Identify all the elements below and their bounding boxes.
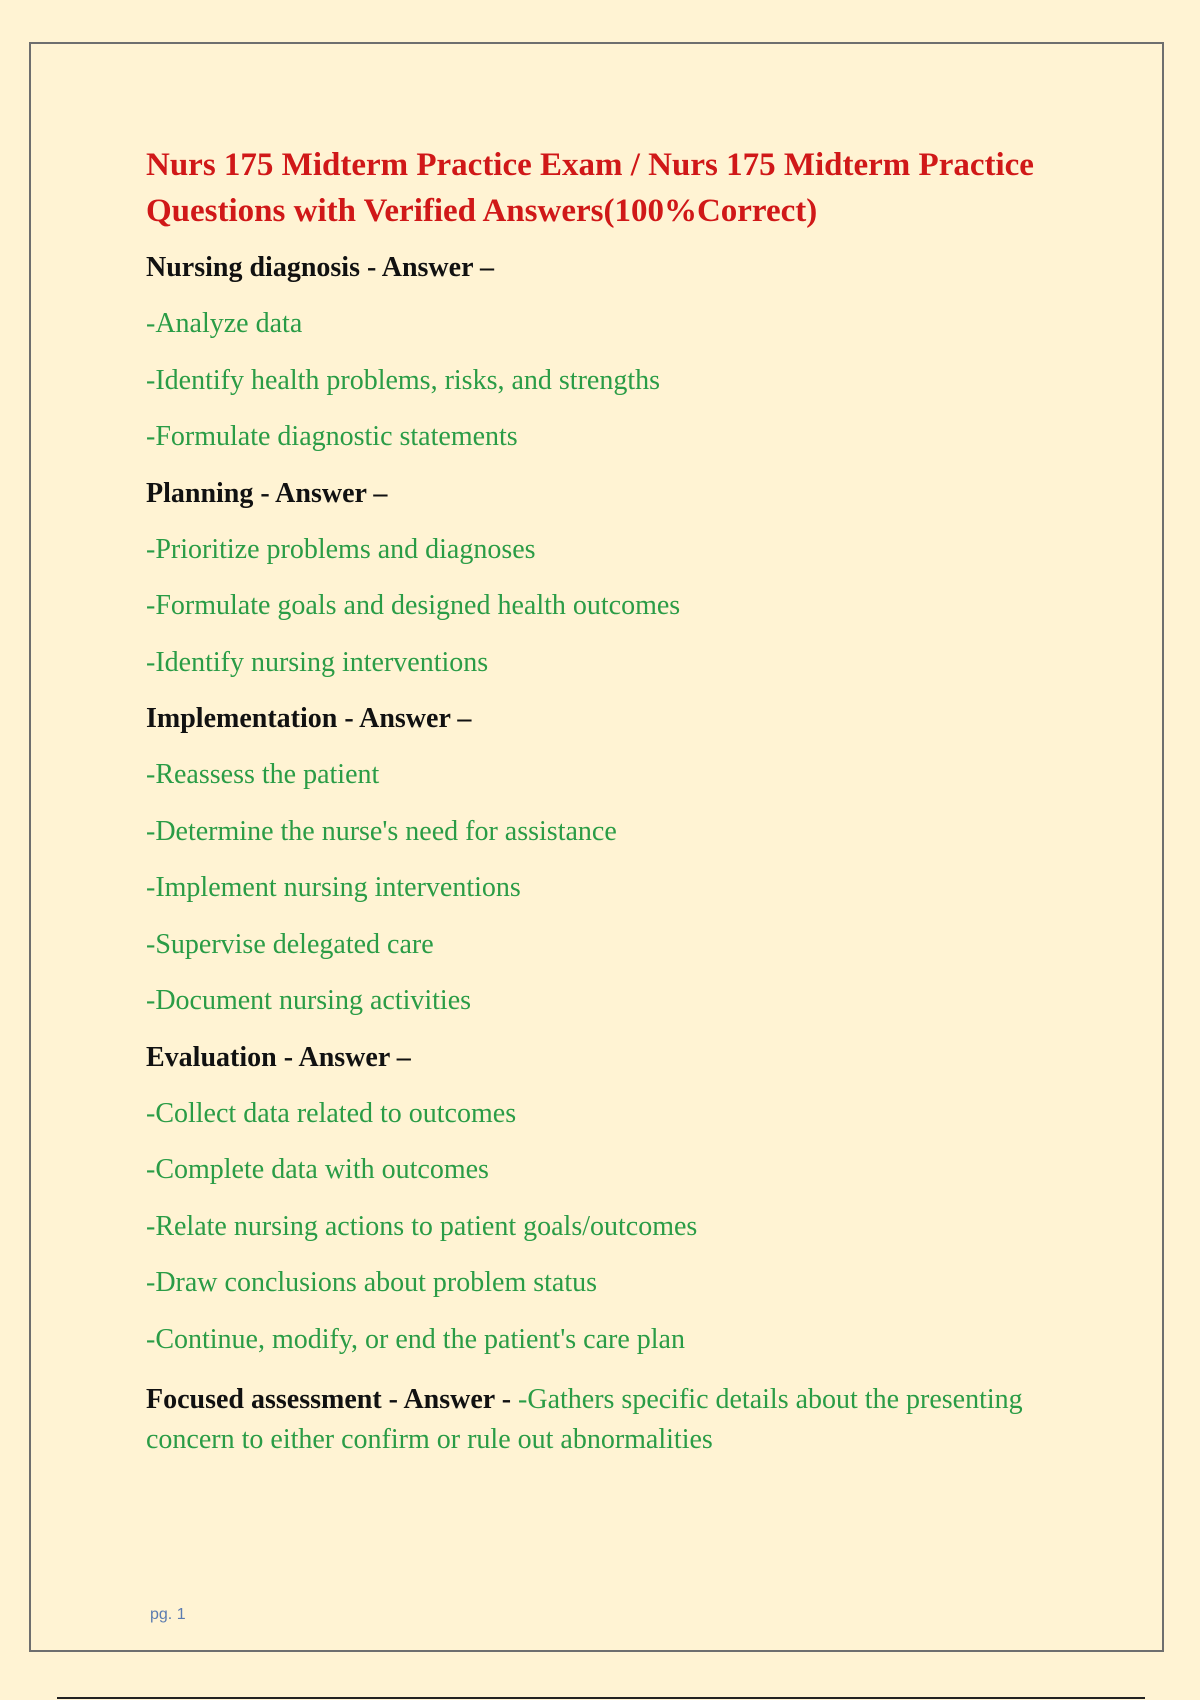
answer-item: -Draw conclusions about problem status — [146, 1267, 598, 1298]
document-title: Nurs 175 Midterm Practice Exam / Nurs 175 Midterm Practice Questions with Verified Answers(100%Correct) — [146, 147, 1034, 229]
answer-item: -Continue, modify, or end the patient's care plan — [146, 1323, 685, 1355]
focused-assessment-question: Focused assessment - Answer - — [146, 1384, 519, 1415]
section-heading: Nursing diagnosis - Answer – — [146, 252, 495, 283]
section-evaluation — [146, 1030, 1046, 1369]
answer-item: -Identify nursing interventions — [146, 646, 489, 678]
answer-item: -Prioritize problems and diagnoses — [146, 533, 536, 565]
answer-item: -Complete data with outcomes — [146, 1154, 489, 1185]
answer-item: -Identify health problems, risks, and strengths — [146, 364, 661, 396]
section-heading: Evaluation - Answer – — [146, 1041, 411, 1073]
answer-item: -Document nursing activities — [146, 985, 472, 1016]
section-planning — [146, 466, 1046, 692]
answer-item: -Reassess the patient — [146, 759, 380, 790]
answer-item: -Supervise delegated care — [146, 928, 434, 960]
answer-item: -Formulate diagnostic statements — [146, 421, 518, 452]
next-page-edge — [57, 1697, 1145, 1699]
document-content — [146, 142, 1046, 1460]
section-heading: Implementation - Answer – — [146, 703, 472, 734]
answer-item: -Relate nursing actions to patient goals/outcomes — [146, 1210, 698, 1242]
answer-item: -Implement nursing interventions — [146, 872, 521, 903]
answer-item: -Analyze data — [146, 308, 303, 339]
answer-item: -Determine the nurse's need for assistance — [146, 815, 617, 847]
focused-assessment-answer: -Gathers specific details about the presenting concern to either confirm or rule out abnormalities — [146, 1384, 1023, 1455]
section-heading: Planning - Answer – — [146, 477, 388, 509]
section-nursing-diagnosis — [146, 240, 1046, 466]
answer-item: -Collect data related to outcomes — [146, 1097, 517, 1129]
answer-item: -Formulate goals and designed health outcomes — [146, 590, 681, 621]
section-implementation — [146, 691, 1046, 1030]
page-number: pg. 1 — [150, 1606, 186, 1623]
section-focused-assessment — [146, 1380, 1046, 1460]
